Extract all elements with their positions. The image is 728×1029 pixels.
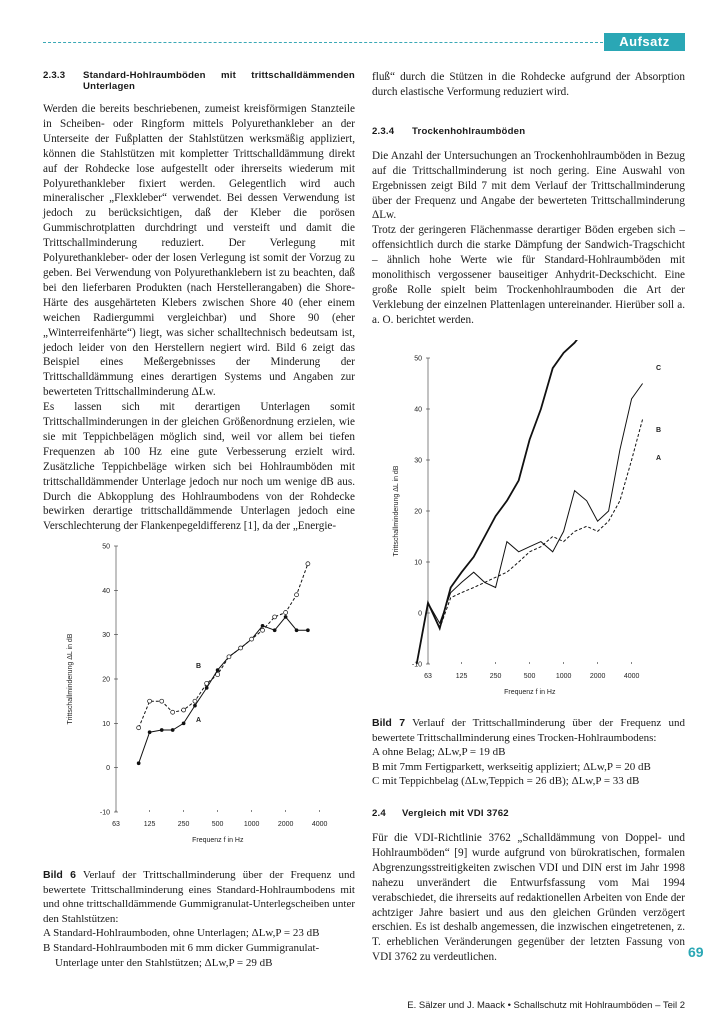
x-tick-label: 125 [455, 673, 468, 680]
data-point-b [306, 562, 310, 566]
data-point-b [205, 681, 209, 685]
data-point-a [160, 728, 163, 731]
y-tick-label: 10 [414, 559, 422, 567]
y-tick-label: 0 [106, 765, 110, 773]
series-line-c [417, 340, 643, 664]
series-label-b: B [656, 427, 662, 434]
caption-bild7 [372, 716, 685, 789]
y-tick-label: 0 [418, 610, 422, 618]
data-point-b [137, 726, 141, 730]
data-point-a [216, 669, 219, 672]
data-point-a [261, 624, 264, 627]
y-tick-label: -10 [99, 809, 110, 817]
x-tick-label: 125 [143, 821, 156, 828]
data-point-b [261, 628, 265, 632]
section-2-4 [372, 808, 685, 965]
series-line-b [417, 419, 643, 664]
section-heading [43, 70, 355, 92]
data-point-a [148, 731, 151, 734]
caption-item-b-cont: Unterlage unter den Stahlstützen; ΔLw,P = 29 dB [55, 956, 273, 969]
y-tick-label: 40 [414, 406, 422, 414]
series-label-c: C [656, 365, 662, 372]
left-column [43, 70, 355, 534]
data-point-b [160, 699, 164, 703]
data-point-a [306, 629, 309, 632]
y-axis-label: Trittschallminderung ΔL in dB [67, 633, 74, 725]
data-point-a [171, 728, 174, 731]
y-axis-label: Trittschallminderung ΔL in dB [393, 465, 400, 557]
data-point-b [216, 673, 220, 677]
chart-bild6 [60, 532, 340, 852]
section-heading [372, 808, 685, 819]
section-number: 2.4 [372, 808, 386, 819]
series-line-b [139, 564, 308, 728]
data-point-b [148, 699, 152, 703]
caption-label: Bild 6 [43, 869, 76, 881]
series-label-a: A [196, 717, 202, 724]
section-title: Vergleich mit VDI 3762 [402, 808, 509, 819]
y-tick-label: 50 [414, 355, 422, 363]
caption-item-c: C mit Teppichbelag (ΔLw,Teppich = 26 dB); ΔLw,P = 33 dB [372, 775, 640, 788]
paragraph: Für die VDI-Richtlinie 3762 „Schalldämmung von Doppel- und Hohlraumböden“ [9] wurde aufgrund von bürokratischen, formalen Abgrenzungsstreitigkeiten zwischen VDI und DIN erst im Jahr 1998 nahezu unverändert die Entwurfsfassung vom Mai 1994 verabschiedet, die ihrerseits auf redaktionellen Arbeiten von Ende der achtziger Jahre basiert und aus den gleichen Gründen verzögert erschien. Es ist deshalb angemessen, die inzwischen eingetretenen, z. T. erheblichen Veränderungen gegenüber der letzten Fassung von VDI 3762 zu verdeutlichen. [372, 832, 685, 964]
y-tick-label: 20 [414, 508, 422, 516]
y-tick-label: 30 [102, 632, 110, 640]
paragraph: Trotz der geringeren Flächenmasse derartiger Böden ergeben sich – offensichtlich durch die starke Dämpfung der Sandwich-Tragschicht – ähnlich hohe Werte wie für Standard-Hohlraumböden mit monolithisch vergossener bauseitiger Anhydrit-Deckschicht. Eine große Rolle spielt beim Trockenhohlraumboden die Art der Verklebung der einzelnen Plattenlagen untereinander. Hierüber soll a. a. O. berichtet werden. [372, 224, 685, 326]
caption-item-a: A Standard-Hohlraumboden, ohne Unterlagen; ΔLw,P = 23 dB [43, 927, 320, 940]
paragraph: Werden die bereits beschriebenen, zumeist kreisförmigen Stanzteile in Scheiben- oder Ringform mittels Polyurethankleber an der Unterseite der Fußplatten der Stahlstützen werksmäßig appliziert, können die Stahlstützen mit kompletter Trittschalldämmung direkt auf der Rohdecke lose aufgestellt oder ihrerseits wiederum mit Polyurethankleber fixiert werden. Gelegentlich wird auch mineralischer „Flexkleber“ verwendet. Bei dessen Verwendung ist jedoch zu berücksichtigen, daß der Kleber die porösen Gummischrotplatten durchdringt und versteift und damit die Trittschallminderung reduziert. Der Verlegung mit Polyurethankleber- oder der losen Verlegung ist somit der Vorzug zu geben. Bei Verwendung von Polyurethanklebern ist zu beachten, daß bei den lieferbaren Produkten (nach Herstellerangaben) die Shore-Härte des ausgehärteten Klebers zwischen Shore 40 (eher einem weichen Radiergummi vergleichbar) und Shore 90 (eher „Winterreifenhärte“) liegt, was sicher schalltechnisch bedeutsam ist, jedoch leider von den Herstellern negiert wird. Bild 6 zeigt das Beispiel eines Meßergebnisses der Minderung der Trittschalldämmung eines derartigen Systems und Angaben zur bewerteten Trittschallminderung ΔLw. [43, 103, 355, 399]
y-tick-label: 10 [102, 720, 110, 728]
data-point-a [205, 686, 208, 689]
data-point-b [284, 611, 288, 615]
y-tick-label: -10 [411, 661, 422, 669]
data-point-a [137, 762, 140, 765]
caption-label: Bild 7 [372, 717, 406, 729]
section-number: 2.3.3 [43, 70, 66, 81]
y-tick-label: 50 [102, 543, 110, 551]
x-tick-label: 1000 [555, 673, 572, 680]
y-tick-label: 30 [414, 457, 422, 465]
data-point-b [171, 710, 175, 714]
x-tick-label: 500 [211, 821, 224, 828]
x-tick-label: 4000 [311, 821, 328, 828]
x-tick-label: 1000 [243, 821, 260, 828]
paragraph: Es lassen sich mit derartigen Unterlagen somit Trittschallminderungen in der gleichen Größenordnung erzielen, wie sie mit Teppichbelägen möglich sind, weil vor allem bei tiefen Frequenzen ab 100 Hz eine gute Verbesserung erzielt wird. Zusätzliche Teppichbeläge wirken sich bei Hohlraumböden mit trittschalldämmender Unterlage jedoch nur noch um wenige dB aus. Durch die Abkopplung des Hohlraumbodens von der Rohdecke bewirken derartige trittschalldämmende Unterlagen jedoch eine Verschlechterung der Flankenpegeldifferenz [1], da der „Energie- [43, 401, 355, 533]
paragraph: fluß“ durch die Stützen in die Rohdecke aufgrund der Absorption durch elastische Verformung reduziert wird. [372, 71, 685, 98]
section-tag: Aufsatz [604, 33, 685, 51]
section-heading [372, 126, 685, 137]
y-tick-label: 20 [102, 676, 110, 684]
data-point-b [182, 708, 186, 712]
data-point-b [295, 593, 299, 597]
data-point-b [227, 655, 231, 659]
section-title: Standard-Hohlraumböden mit trittschalldämmenden Unterlagen [83, 70, 355, 92]
x-axis-label: Frequenz f in Hz [192, 837, 244, 844]
series-label-a: A [656, 455, 662, 462]
x-tick-label: 2000 [277, 821, 294, 828]
caption-bild6 [43, 868, 355, 970]
caption-item-b: B mit 7mm Fertigparkett, werkseitig appliziert; ΔLw,P = 20 dB [372, 760, 651, 773]
data-point-a [193, 704, 196, 707]
footer: E. Sälzer und J. Maack • Schallschutz mit Hohlraumböden – Teil 2 [407, 1000, 685, 1011]
section-number: 2.3.4 [372, 125, 395, 137]
caption-text: Verlauf der Trittschallminderung über der Frequenz und bewertete Trittschallminderung eines Trocken-Hohlraumbodens: [372, 717, 685, 744]
data-point-a [284, 615, 287, 618]
caption-text: Verlauf der Trittschallminderung über der Frequenz und bewertete Trittschallminderung eines Standard-Hohlraumbodens mit und ohne trittschalldämmende Gummigranulat-Unterlegscheiben unter den Stahlstützen: [43, 869, 355, 925]
data-point-b [273, 615, 277, 619]
x-tick-label: 4000 [623, 673, 640, 680]
x-tick-label: 2000 [589, 673, 606, 680]
header-rule [43, 42, 603, 43]
x-axis-label: Frequenz f in Hz [504, 689, 556, 696]
data-point-a [273, 629, 276, 632]
series-line-a [417, 384, 643, 665]
data-point-b [193, 699, 197, 703]
series-label-b: B [196, 663, 202, 670]
data-point-b [239, 646, 243, 650]
section-title: Trockenhohlraumböden [412, 125, 526, 137]
right-column [372, 70, 685, 328]
caption-item-a: A ohne Belag; ΔLw,P = 19 dB [372, 746, 506, 759]
caption-item-b: B Standard-Hohlraumboden mit 6 mm dicker Gummigranulat- [43, 941, 320, 954]
chart-bild7 [388, 340, 688, 700]
paragraph: Die Anzahl der Untersuchungen an Trockenhohlraumböden in Bezug auf die Trittschallminderung ist noch gering. Eine Auswahl von Ergebnissen zeigt Bild 7 mit dem Verlauf der Trittschallminderung über der Frequenz und Angabe der bewerteten Trittschallminderung ΔLw. [372, 149, 685, 222]
y-tick-label: 40 [102, 587, 110, 595]
page-number: 69 [688, 944, 704, 960]
x-tick-label: 63 [424, 673, 432, 680]
data-point-b [250, 637, 254, 641]
data-point-a [295, 629, 298, 632]
x-tick-label: 500 [523, 673, 536, 680]
data-point-a [182, 722, 185, 725]
series-line-a [139, 617, 308, 763]
x-tick-label: 250 [489, 673, 502, 680]
x-tick-label: 63 [112, 821, 120, 828]
x-tick-label: 250 [177, 821, 190, 828]
